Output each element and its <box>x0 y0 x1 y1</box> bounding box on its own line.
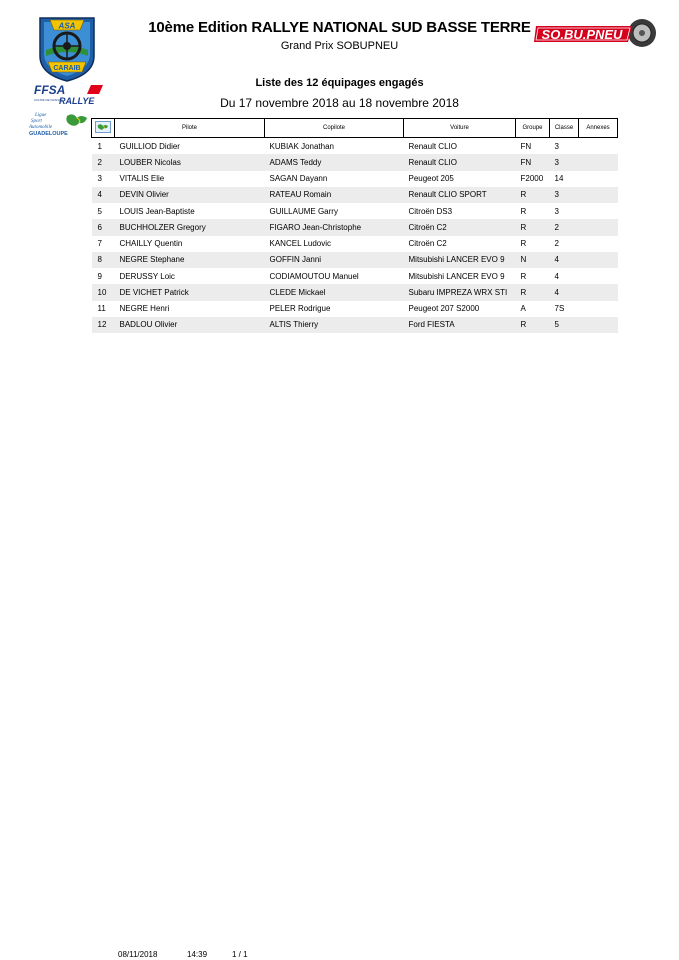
cell-copilote: GUILLAUME Garry <box>269 206 338 216</box>
cell-groupe: R <box>516 187 550 203</box>
table-row <box>92 252 618 268</box>
table-row <box>92 154 618 170</box>
svg-text:CARAIB: CARAIB <box>53 65 81 72</box>
cell-num: 1 <box>97 141 102 151</box>
cell-pilote: DEVIN Olivier <box>115 187 265 203</box>
cell-voiture: Renault CLIO <box>404 154 516 170</box>
svg-text:RALLYE: RALLYE <box>59 96 95 106</box>
cell-voiture: Citroën C2 <box>404 219 516 235</box>
cell-annexes <box>579 219 618 235</box>
cell-pilote: NEGRE Henri <box>119 304 170 314</box>
cell-groupe: R <box>520 239 527 249</box>
table-header-row <box>92 119 618 138</box>
cell-annexes <box>579 171 618 187</box>
cell-annexes <box>579 187 618 203</box>
cell-groupe: R <box>516 219 550 235</box>
cell-annexes <box>579 138 618 155</box>
column-header-groupe: Groupe <box>516 119 550 138</box>
cell-groupe: N <box>516 252 550 268</box>
cell-num: 12 <box>92 317 115 333</box>
cell-groupe: F2000 <box>520 174 544 184</box>
cell-classe: 2 <box>550 219 579 235</box>
page-title: 10ème Edition RALLYE NATIONAL SUD BASSE TERRE <box>148 19 531 36</box>
table-row <box>92 203 618 219</box>
cell-num: 10 <box>92 284 115 300</box>
cell-voiture: Peugeot 205 <box>408 174 454 184</box>
page-number: 1 / 1 <box>232 950 248 959</box>
cell-voiture: Subaru IMPREZA WRX STI <box>404 284 516 300</box>
cell-annexes <box>579 268 618 284</box>
print-time: 14:39 <box>187 950 208 959</box>
cell-groupe: R <box>516 284 550 300</box>
cell-classe: 3 <box>550 187 579 203</box>
svg-text:SO.BU.PNEU: SO.BU.PNEU <box>541 27 623 42</box>
entries-table <box>91 118 618 333</box>
svg-text:COUPE DE FRANCE: COUPE DE FRANCE <box>34 98 63 102</box>
cell-pilote: CHAILLY Quentin <box>119 239 183 249</box>
table-row <box>92 284 618 300</box>
cell-copilote: KUBIAK Jonathan <box>269 141 334 151</box>
cell-pilote: BUCHHOLZER Gregory <box>115 219 265 235</box>
cell-classe: 3 <box>554 141 559 151</box>
column-header-pilote: Pilote <box>115 119 265 138</box>
cell-annexes <box>579 203 618 219</box>
column-header-copilote: Copilote <box>265 119 404 138</box>
table-row <box>92 138 618 155</box>
cell-pilote: LOUIS Jean-Baptiste <box>119 206 195 216</box>
cell-num: 11 <box>97 304 106 314</box>
column-header-annexes: Annexes <box>579 119 618 138</box>
table-row <box>92 236 618 252</box>
cell-copilote: RATEAU Romain <box>265 187 404 203</box>
ffsa-rallye-logo <box>33 83 107 107</box>
cell-annexes <box>579 154 618 170</box>
cell-copilote: FIGARO Jean-Christophe <box>265 219 404 235</box>
page-subtitle: Grand Prix SOBUPNEU <box>280 40 399 52</box>
svg-text:Ligue: Ligue <box>35 113 47 118</box>
cell-pilote: GUILLIOD Didier <box>119 141 180 151</box>
svg-text:Sport: Sport <box>31 119 42 124</box>
cell-pilote: VITALIS Elie <box>119 174 165 184</box>
cell-copilote: KANCEL Ludovic <box>269 239 332 249</box>
list-title: Liste des 12 équipages engagés <box>255 77 424 89</box>
cell-pilote: LOUBER Nicolas <box>115 154 265 170</box>
cell-voiture: Ford FIESTA <box>404 317 516 333</box>
column-header-voiture: Voiture <box>404 119 516 138</box>
cell-pilote: NEGRE Stephane <box>115 252 265 268</box>
cell-classe: 7S <box>554 304 565 314</box>
cell-copilote: ADAMS Teddy <box>265 154 404 170</box>
cell-classe: 4 <box>554 271 559 281</box>
table-row <box>92 268 618 284</box>
cell-voiture: Peugeot 207 S2000 <box>408 304 480 314</box>
cell-voiture: Mitsubishi LANCER EVO 9 <box>408 271 505 281</box>
guadeloupe-map-icon <box>95 121 111 133</box>
table-row <box>92 171 618 187</box>
cell-voiture: Citroën DS3 <box>408 206 453 216</box>
table-row <box>92 317 618 333</box>
cell-num: 9 <box>97 271 102 281</box>
cell-num: 7 <box>97 239 102 249</box>
cell-annexes <box>579 284 618 300</box>
cell-num: 8 <box>92 252 115 268</box>
cell-num: 6 <box>92 219 115 235</box>
cell-classe: 3 <box>554 206 559 216</box>
cell-groupe: R <box>520 206 527 216</box>
cell-groupe: R <box>520 271 527 281</box>
cell-classe: 4 <box>550 284 579 300</box>
cell-copilote: PELER Rodrigue <box>269 304 331 314</box>
column-header-icon <box>92 119 115 138</box>
cell-groupe: A <box>520 304 526 314</box>
cell-classe: 14 <box>554 174 564 184</box>
cell-num: 2 <box>92 154 115 170</box>
cell-copilote: CODIAMOUTOU Manuel <box>269 271 359 281</box>
cell-copilote: SAGAN Dayann <box>269 174 328 184</box>
table-row <box>92 187 618 203</box>
svg-text:Automobile: Automobile <box>29 125 53 130</box>
table-row <box>92 219 618 235</box>
cell-annexes <box>579 317 618 333</box>
cell-pilote: DERUSSY Loic <box>119 271 175 281</box>
svg-text:GUADELOUPE: GUADELOUPE <box>29 131 68 137</box>
cell-num: 5 <box>97 206 102 216</box>
cell-copilote: ALTIS Thierry <box>265 317 404 333</box>
svg-text:ASA: ASA <box>58 21 76 31</box>
event-dates: Du 17 novembre 2018 au 18 novembre 2018 <box>220 96 459 110</box>
sobupneu-tire-logo <box>534 18 658 48</box>
cell-pilote: BADLOU Olivier <box>115 317 265 333</box>
column-header-classe: Classe <box>550 119 579 138</box>
print-date: 08/11/2018 <box>118 950 158 959</box>
cell-num: 3 <box>97 174 102 184</box>
cell-num: 4 <box>92 187 115 203</box>
cell-annexes <box>579 236 618 252</box>
svg-text:FFSA: FFSA <box>34 83 66 97</box>
cell-groupe: R <box>516 317 550 333</box>
cell-voiture: Mitsubishi LANCER EVO 9 <box>404 252 516 268</box>
cell-classe: 4 <box>550 252 579 268</box>
cell-classe: 5 <box>550 317 579 333</box>
cell-copilote: CLEDE Mickael <box>265 284 404 300</box>
cell-voiture: Citroën C2 <box>408 239 447 249</box>
cell-pilote: DE VICHET Patrick <box>115 284 265 300</box>
cell-annexes <box>579 252 618 268</box>
cell-voiture: Renault CLIO SPORT <box>404 187 516 203</box>
table-row <box>92 301 618 317</box>
cell-classe: 2 <box>554 239 559 249</box>
cell-annexes <box>579 301 618 317</box>
cell-copilote: GOFFIN Janni <box>265 252 404 268</box>
cell-voiture: Renault CLIO <box>408 141 457 151</box>
asa-caraib-logo <box>36 16 98 82</box>
cell-groupe: FN <box>516 154 550 170</box>
cell-groupe: FN <box>520 141 532 151</box>
cell-classe: 3 <box>550 154 579 170</box>
